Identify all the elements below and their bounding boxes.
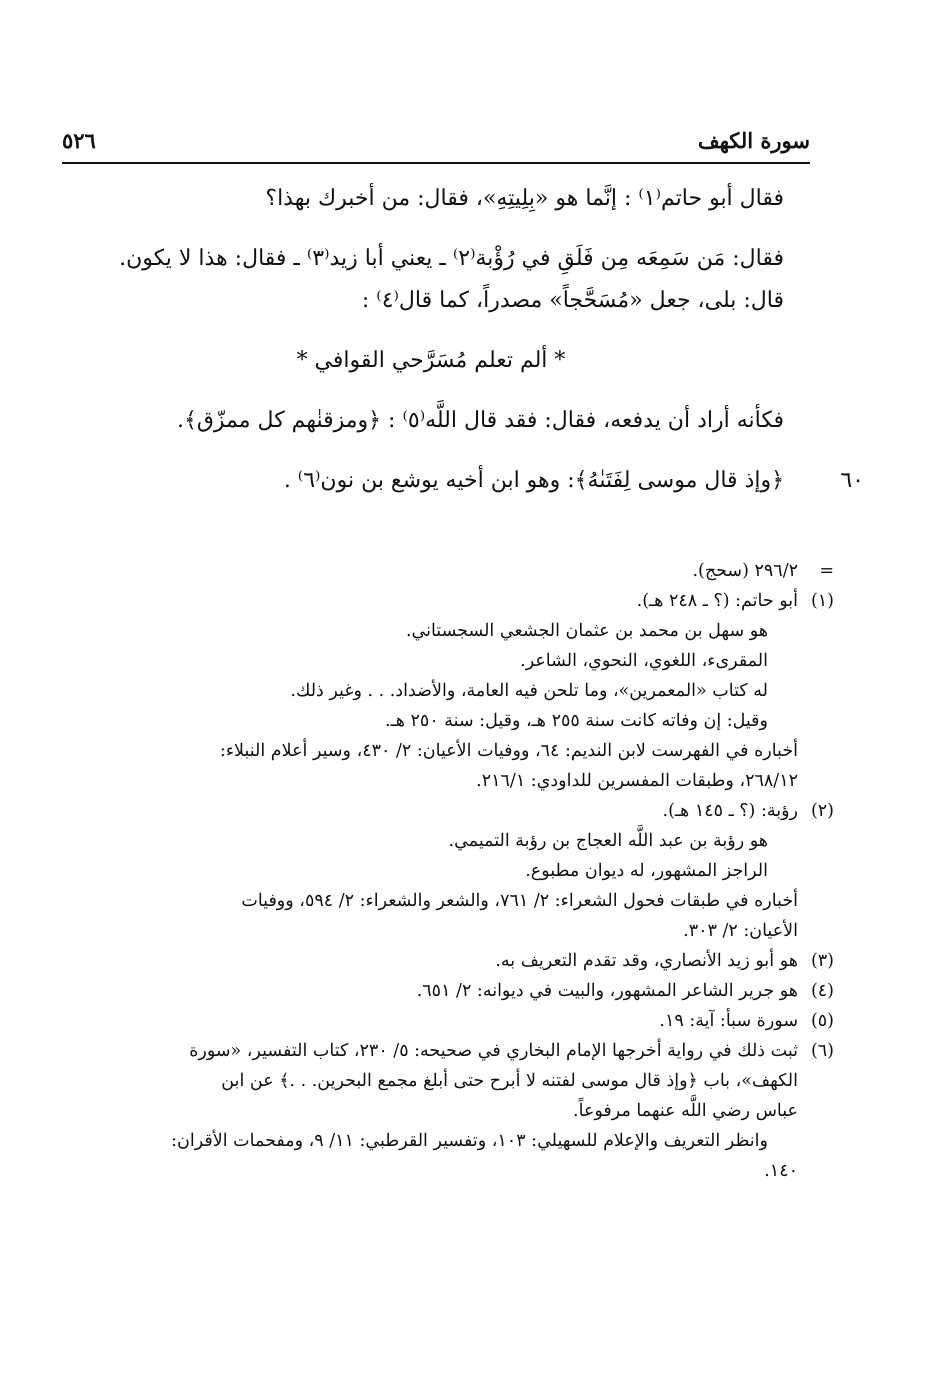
footnote-content xyxy=(80,976,798,1006)
footnote-content xyxy=(80,1036,798,1186)
footnote-line: أخباره في طبقات فحول الشعراء: ٢/ ٧٦١، والشعر والشعراء: ٢/ ٥٩٤، ووفيات xyxy=(241,891,798,911)
footnote-content xyxy=(80,796,798,946)
footnote xyxy=(80,556,834,586)
verse-number: ٦٠ xyxy=(840,468,864,493)
footnote-line: أبو حاتم: (؟ ـ ٢٤٨ هـ). xyxy=(636,591,798,611)
verse-paragraph xyxy=(78,460,864,502)
footnote-line: هو أبو زيد الأنصاري، وقد تقدم التعريف به. xyxy=(495,951,798,971)
footnote-marker: (٤) xyxy=(810,981,834,1001)
footnote-line: وانظر التعريف والإعلام للسهيلي: ١٠٣، وتفسير القرطبي: ١١/ ٩، ومفحمات الأقران: xyxy=(171,1131,768,1151)
footnote-line: أخباره في الفهرست لابن النديم: ٦٤، ووفيات الأعيان: ٢/ ٤٣٠، وسير أعلام النبلاء: xyxy=(219,741,798,761)
footnote xyxy=(80,586,834,796)
footnote-content xyxy=(80,1006,798,1036)
footnote xyxy=(80,1006,834,1036)
footnote-line: ثبت ذلك في رواية أخرجها الإمام البخاري في صحيحه: ٥/ ٢٣٠، كتاب التفسير، «سورة xyxy=(189,1041,798,1061)
footnote-marker: = xyxy=(819,561,834,581)
footnote-line: له كتاب «المعمرين»، وما تلحن فيه العامة، والأضداد. . . وغير ذلك. xyxy=(290,681,768,701)
footnote-marker: (٥) xyxy=(810,1011,834,1031)
footnote xyxy=(80,946,834,976)
footnote-line: الكهف»، باب ﴿وإذ قال موسى لفتنه لا أبرح حتى أبلغ مجمع البحرين. . .﴾ عن ابن xyxy=(221,1071,798,1091)
footnote-line: المقرىء، اللغوي، النحوي، الشاعر. xyxy=(520,651,768,671)
footnote-line: هو جرير الشاعر المشهور، والبيت في ديوانه: ٢/ ٦٥١. xyxy=(416,981,798,1001)
footnote xyxy=(80,976,834,1006)
page-number: ٥٢٦ xyxy=(62,128,96,153)
footnote-content xyxy=(80,556,798,586)
footnote-line: رؤبة: (؟ ـ ١٤٥ هـ). xyxy=(662,801,798,821)
footnote-line: ٢٦٨/١٢، وطبقات المفسرين للداودي: ٢١٦/١. xyxy=(476,771,798,791)
footnote-line: الأعيان: ٢/ ٣٠٣. xyxy=(683,921,798,941)
poetry-line: * ألم تعلم مُسَرَّحي القوافي * xyxy=(296,348,566,373)
main-text xyxy=(78,178,864,520)
footnote-line: الراجز المشهور، له ديوان مطبوع. xyxy=(525,861,768,881)
footnote-content xyxy=(80,586,798,796)
footnotes xyxy=(80,556,834,1186)
footnote-marker: (٢) xyxy=(810,801,834,821)
footnote-line: هو رؤبة بن عبد اللَّه العجاج بن رؤبة التميمي. xyxy=(448,831,768,851)
paragraph: فقال أبو حاتم⁽١⁾ : إنَّما هو «بِلِيتِهِ»، فقال: من أخبرك بهذا؟ xyxy=(265,186,784,211)
footnote-marker: (٣) xyxy=(810,951,834,971)
page-header xyxy=(62,128,810,164)
footnote-line: وقيل: إن وفاته كانت سنة ٢٥٥ هـ، وقيل: سنة ٢٥٠ هـ. xyxy=(385,711,768,731)
footnote-line: عباس رضي اللَّه عنهما مرفوعاً. xyxy=(573,1101,798,1121)
footnote-line: ٢٩٦/٢ (سحج). xyxy=(692,561,798,581)
footnote-line: سورة سبأ: آية: ١٩. xyxy=(659,1011,798,1031)
footnote-marker: (١) xyxy=(810,591,834,611)
footnote xyxy=(80,1036,834,1186)
surah-title: سورة الكهف xyxy=(697,128,810,153)
paragraph: فقال: مَن سَمِعَه مِن فَلَقِ في رُؤْبة⁽٢⁾ ـ يعني أبا زيد⁽٣⁾ ـ فقال: هذا لا يكون. قال: بلى، جعل «مُسَحَّجاً» مصدراً، كما قال⁽٤⁾ : xyxy=(119,246,784,313)
footnote-marker: (٦) xyxy=(810,1041,834,1061)
footnote-content xyxy=(80,946,798,976)
paragraph: فكأنه أراد أن يدفعه، فقال: فقد قال اللَّه⁽٥⁾ : ﴿ومزقنٰهم كل ممزّق﴾. xyxy=(176,408,784,433)
footnote xyxy=(80,796,834,946)
footnote-line: ١٤٠. xyxy=(764,1161,798,1181)
footnote-line: هو سهل بن محمد بن عثمان الجشعي السجستاني. xyxy=(405,621,768,641)
verse-text: ﴿وإذ قال موسى لِفَتَىٰهُ﴾: وهو ابن أخيه يوشع بن نون⁽٦⁾ . xyxy=(283,468,784,493)
